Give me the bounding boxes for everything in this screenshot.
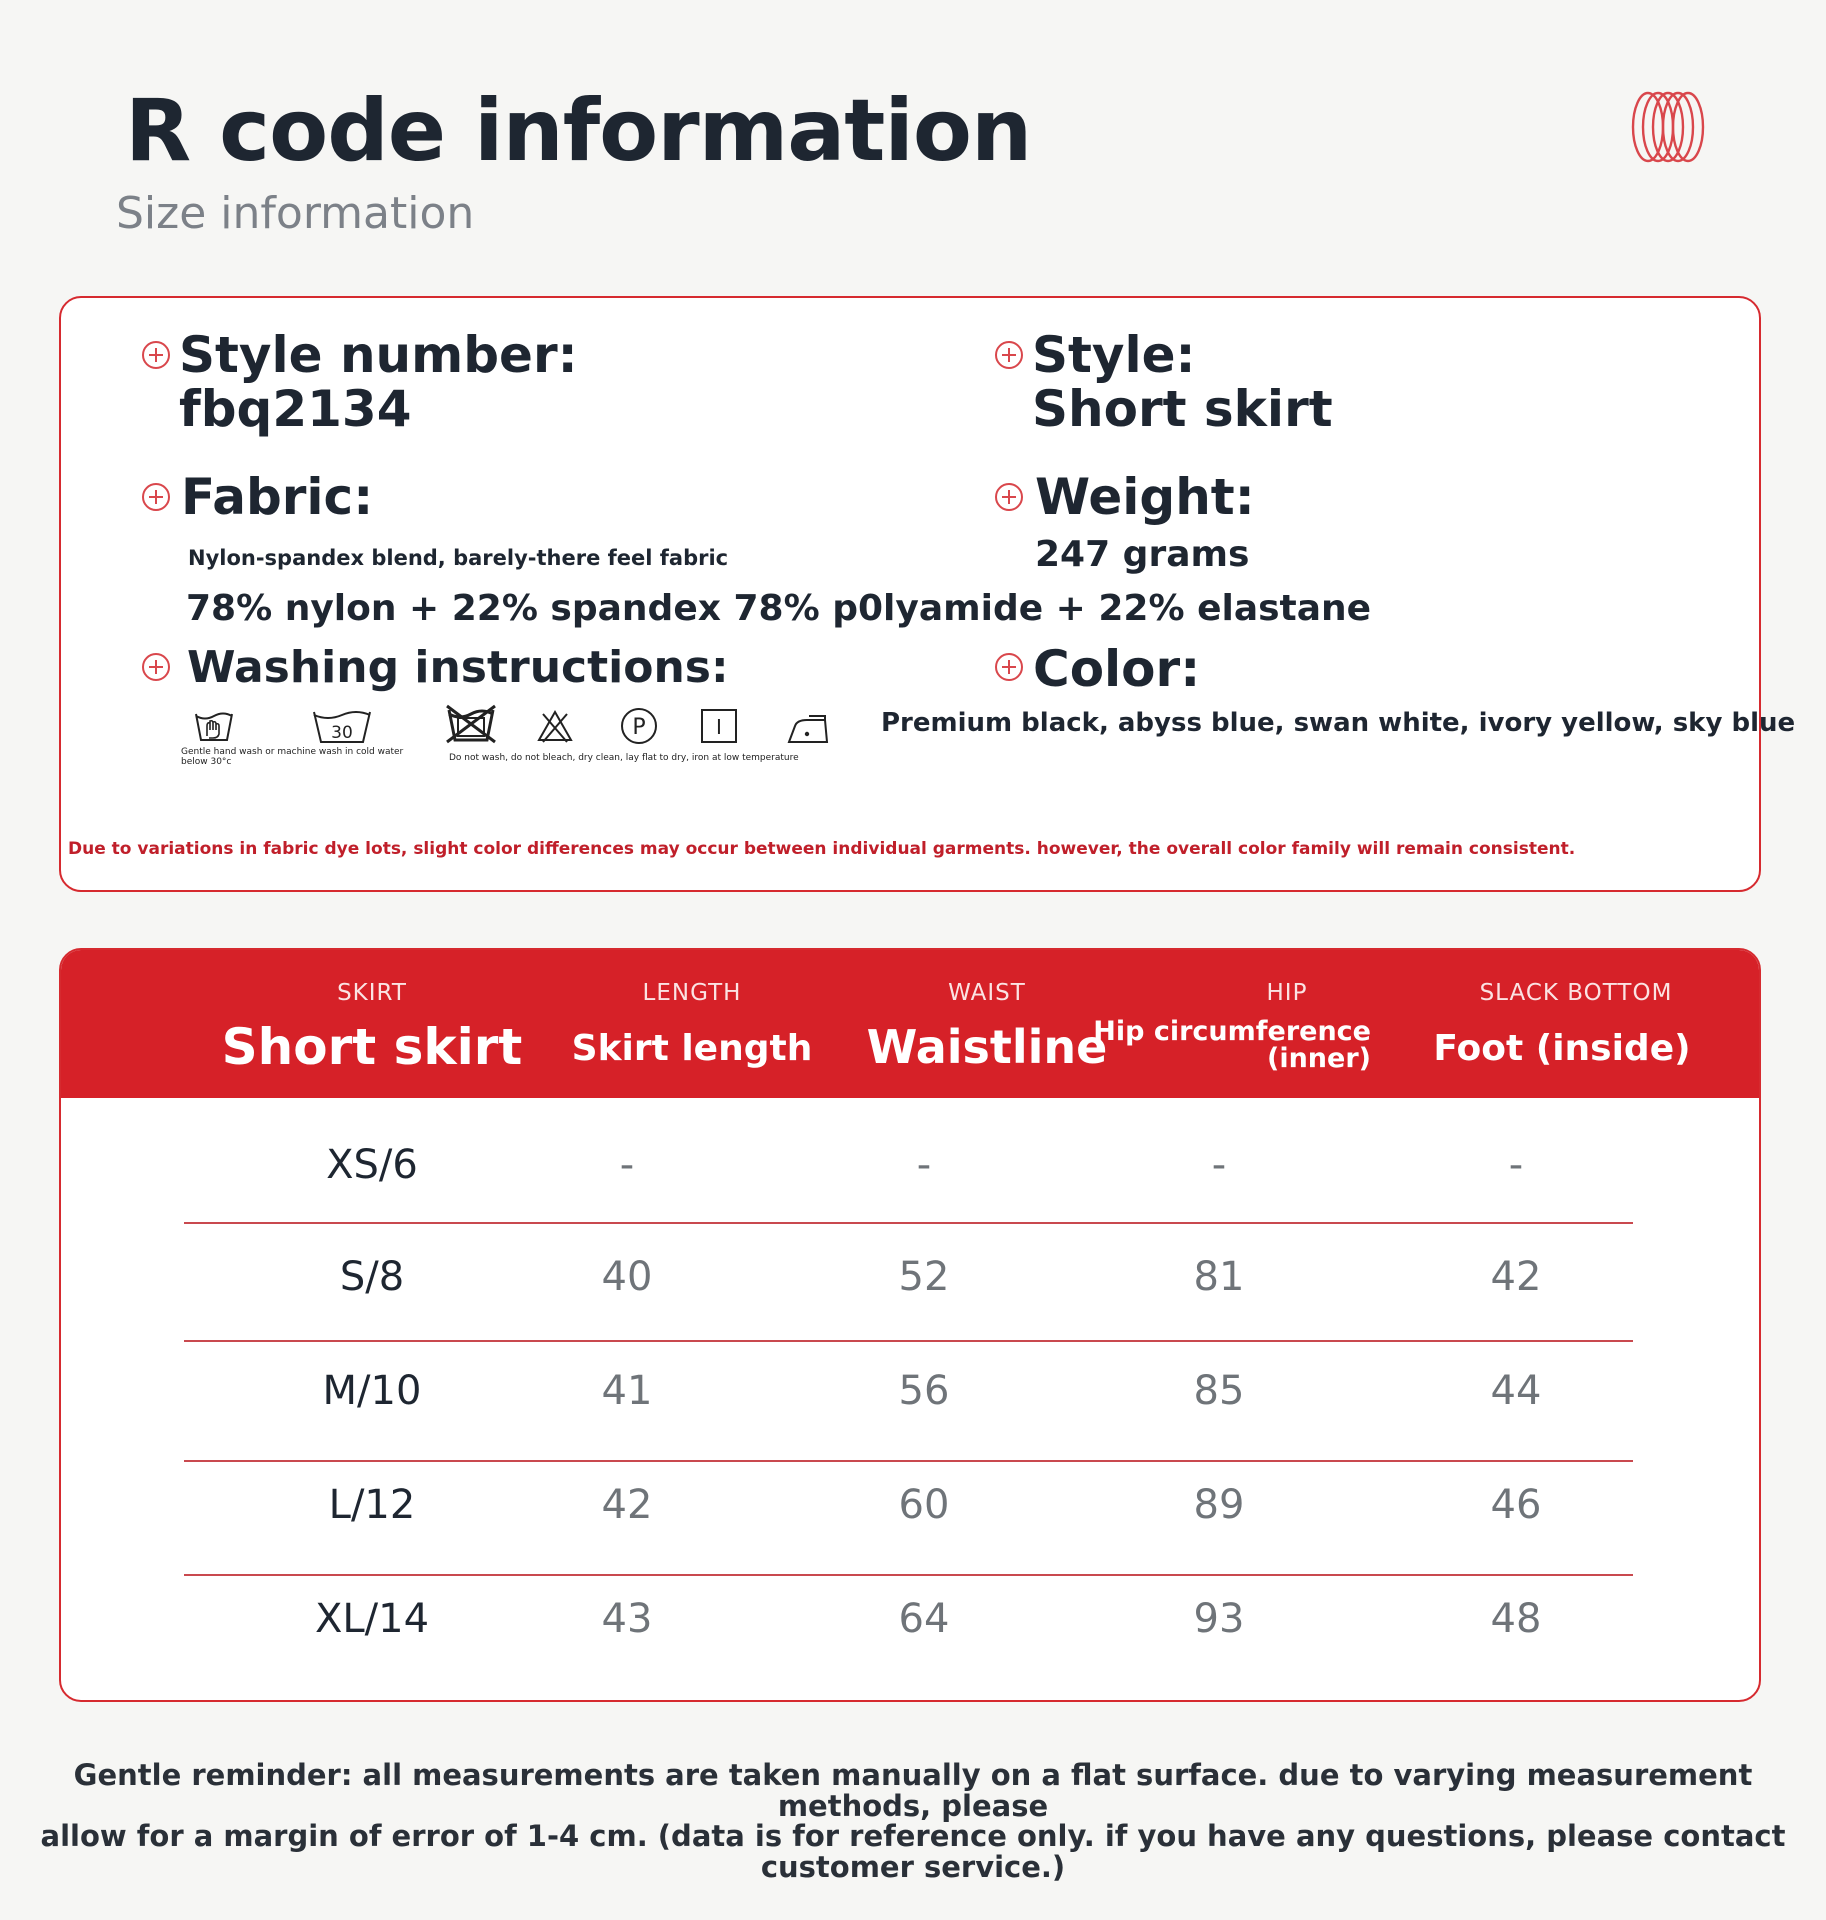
do-not-bleach-icon [535, 708, 575, 744]
foot-cell: - [1508, 1142, 1524, 1188]
column-small-label: SKIRT [337, 980, 407, 1006]
style-number-label: Style number: [179, 326, 578, 384]
plus-circle-icon [141, 652, 171, 682]
svg-text:P: P [632, 715, 646, 740]
color-disclaimer: Due to variations in fabric dye lots, slight color differences may occur between individual garments. however, the overall color family will remain consistent. [68, 839, 1576, 859]
measurement-reminder [0, 1760, 1826, 1883]
waist-cell: 56 [898, 1368, 950, 1414]
dry-clean-icon [619, 706, 659, 746]
foot-cell: 48 [1490, 1596, 1542, 1642]
reminder-line-2: allow for a margin of error of 1-4 cm. (data is for reference only. if you have any questions, please contact customer service.) [40, 1819, 1786, 1885]
wash-30-icon [311, 706, 373, 746]
reminder-line-1: Gentle reminder: all measurements are taken manually on a flat surface. due to varying measurement methods, please [73, 1758, 1753, 1823]
row-divider [184, 1340, 1633, 1342]
weight-label: Weight: [1035, 468, 1255, 526]
plus-circle-icon [141, 340, 171, 370]
table-row [61, 1142, 1761, 1202]
page-title: R code information [125, 81, 1032, 181]
table-row [61, 1368, 1761, 1428]
hip-cell: - [1211, 1142, 1227, 1188]
do-not-tumble-icon [443, 702, 499, 746]
table-row [61, 1482, 1761, 1542]
column-small-label: LENGTH [642, 980, 742, 1006]
svg-text:30: 30 [331, 723, 353, 743]
length-cell: - [619, 1142, 635, 1188]
color-value: Premium black, abyss blue, swan white, ivory yellow, sky blue [881, 708, 1796, 738]
column-header-line2: (inner) [1266, 1043, 1371, 1074]
row-divider [184, 1222, 1633, 1224]
waist-cell: 52 [898, 1254, 950, 1300]
fabric-label: Fabric: [181, 468, 374, 526]
product-info-card [59, 296, 1796, 892]
table-row [61, 1596, 1761, 1656]
length-cell: 43 [601, 1596, 653, 1642]
size-table [59, 948, 1761, 1702]
plus-circle-icon [994, 340, 1024, 370]
column-header: Waistline [866, 1020, 1108, 1074]
table-row [61, 1254, 1761, 1314]
fabric-composition: 78% nylon + 22% spandex 78% p0lyamide + 22% elastane [186, 588, 1372, 629]
hand-wash-icon [193, 708, 235, 744]
waist-cell: 64 [898, 1596, 950, 1642]
size-cell: XS/6 [326, 1142, 418, 1188]
color-label: Color: [1033, 640, 1201, 698]
plus-circle-icon [994, 482, 1024, 512]
weight-value: 247 grams [1035, 534, 1250, 575]
row-divider [184, 1460, 1633, 1462]
wash-caption-1: Gentle hand wash or machine wash in cold water below 30°c [181, 747, 404, 767]
length-cell: 41 [601, 1368, 653, 1414]
size-cell: XL/14 [314, 1596, 430, 1642]
column-header [1071, 1018, 1371, 1072]
table-header [61, 950, 1761, 1098]
length-cell: 42 [601, 1482, 653, 1528]
washing-label: Washing instructions: [187, 642, 729, 693]
style-number-value: fbq2134 [179, 380, 412, 438]
hip-cell: 93 [1193, 1596, 1245, 1642]
wash-caption-2: Do not wash, do not bleach, dry clean, lay flat to dry, iron at low temperature [449, 753, 799, 763]
page-subtitle: Size information [116, 188, 475, 239]
style-label: Style: [1032, 326, 1196, 384]
hip-cell: 81 [1193, 1254, 1245, 1300]
column-small-label: WAIST [948, 980, 1026, 1006]
hip-cell: 85 [1193, 1368, 1245, 1414]
waist-cell: 60 [898, 1482, 950, 1528]
svg-text:I: I [716, 715, 722, 739]
foot-cell: 42 [1490, 1254, 1542, 1300]
style-value: Short skirt [1032, 380, 1333, 438]
size-cell: S/8 [339, 1254, 405, 1300]
size-cell: L/12 [328, 1482, 416, 1528]
foot-cell: 44 [1490, 1368, 1542, 1414]
column-header: Foot (inside) [1433, 1028, 1691, 1069]
rings-logo-icon [1630, 90, 1706, 164]
column-small-label: SLACK BOTTOM [1479, 980, 1673, 1006]
hip-cell: 89 [1193, 1482, 1245, 1528]
length-cell: 40 [601, 1254, 653, 1300]
iron-low-icon [785, 706, 831, 746]
column-small-label: HIP [1266, 980, 1308, 1006]
waist-cell: - [916, 1142, 932, 1188]
fabric-description: Nylon-spandex blend, barely-there feel fabric [188, 546, 729, 570]
lay-flat-icon [699, 706, 739, 746]
plus-circle-icon [141, 482, 171, 512]
foot-cell: 46 [1490, 1482, 1542, 1528]
column-header: Skirt length [571, 1028, 813, 1069]
size-cell: M/10 [322, 1368, 422, 1414]
plus-circle-icon [994, 652, 1024, 682]
column-header: Short skirt [221, 1018, 523, 1076]
column-header-line1: Hip circumference [1093, 1016, 1371, 1047]
row-divider [184, 1574, 1633, 1576]
